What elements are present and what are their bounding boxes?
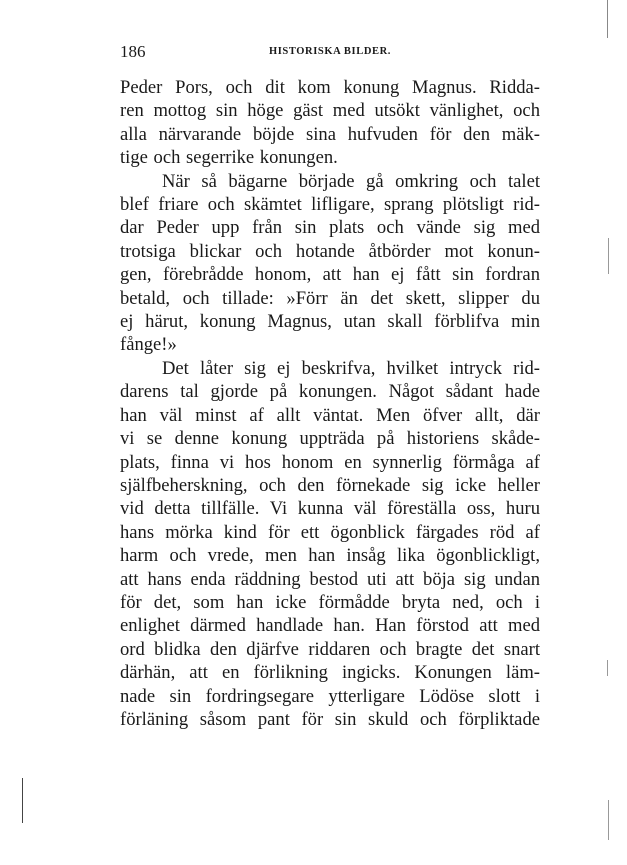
text-line: att hans enda räddning bestod uti att böja sig undan	[120, 568, 540, 590]
text-line: förläning såsom pant för sin skuld och förpliktade	[120, 708, 540, 730]
text-line: fånge!»	[120, 334, 177, 356]
text-line: När så bägarne började gå omkring och talet	[162, 170, 540, 192]
text-line: plats, finna vi hos honom en synnerlig förmåga af	[120, 451, 540, 473]
text-line: själfbeherskning, och den förnekade sig icke heller	[120, 474, 540, 496]
text-line: dar Peder upp från sin plats och vände sig med	[120, 217, 540, 239]
text-line: tige och segerrike konungen.	[120, 147, 338, 169]
text-line: ord blidka den djärfve riddaren och bragte det snart	[120, 638, 540, 660]
text-line: gen, förebrådde honom, att han ej fått sin fordran	[120, 264, 540, 286]
scan-edge-mark-left	[22, 778, 23, 823]
text-line: betald, och tillade: »Förr än det skett, slipper du	[120, 287, 540, 309]
scan-edge-mark-right	[608, 238, 609, 274]
body-text	[120, 76, 540, 731]
text-line: för det, som han icke förmådde bryta ned, och i	[120, 591, 540, 613]
text-line: trotsiga blickar och hotande åtbörder mot konun-	[120, 240, 540, 262]
text-line: darens tal gjorde på konungen. Något sådant hade	[120, 381, 540, 403]
page-header	[120, 42, 540, 66]
text-line: harm och vrede, men han insåg lika ögonblickligt,	[120, 545, 540, 567]
text-line: hans mörka kind för ett ögonblick färgades röd af	[120, 521, 540, 543]
text-line: blef friare och skämtet lifligare, sprang plötsligt rid-	[120, 194, 540, 216]
text-line: Peder Pors, och dit kom konung Magnus. Ridda-	[120, 77, 540, 98]
text-line: alla närvarande böjde sina hufvuden för den mäk-	[120, 123, 540, 145]
scan-edge-mark-right	[608, 800, 609, 840]
text-line: vid detta tillfälle. Vi kunna väl föreställa oss, huru	[120, 498, 540, 520]
text-line: vi se denne konung uppträda på historiens skåde-	[120, 428, 540, 450]
scan-edge-mark-right	[607, 0, 608, 38]
text-line: ren mottog sin höge gäst med utsökt vänlighet, och	[120, 100, 540, 122]
text-line: ej härut, konung Magnus, utan skall förblifva min	[120, 311, 540, 333]
scan-edge-mark-right	[607, 660, 608, 676]
text-line: nade sin fordringsegare ytterligare Lödöse slott i	[120, 685, 540, 707]
text-line: Det låter sig ej beskrifva, hvilket intryck rid-	[162, 357, 540, 379]
running-title: HISTORISKA BILDER.	[268, 46, 392, 57]
text-line: han väl minst af allt väntat. Men öfver allt, där	[120, 404, 540, 426]
text-line: därhän, att en förlikning ingicks. Konungen läm-	[120, 662, 540, 684]
page-number: 186	[120, 42, 146, 61]
text-line: enlighet därmed handlade han. Han förstod att med	[120, 615, 540, 637]
